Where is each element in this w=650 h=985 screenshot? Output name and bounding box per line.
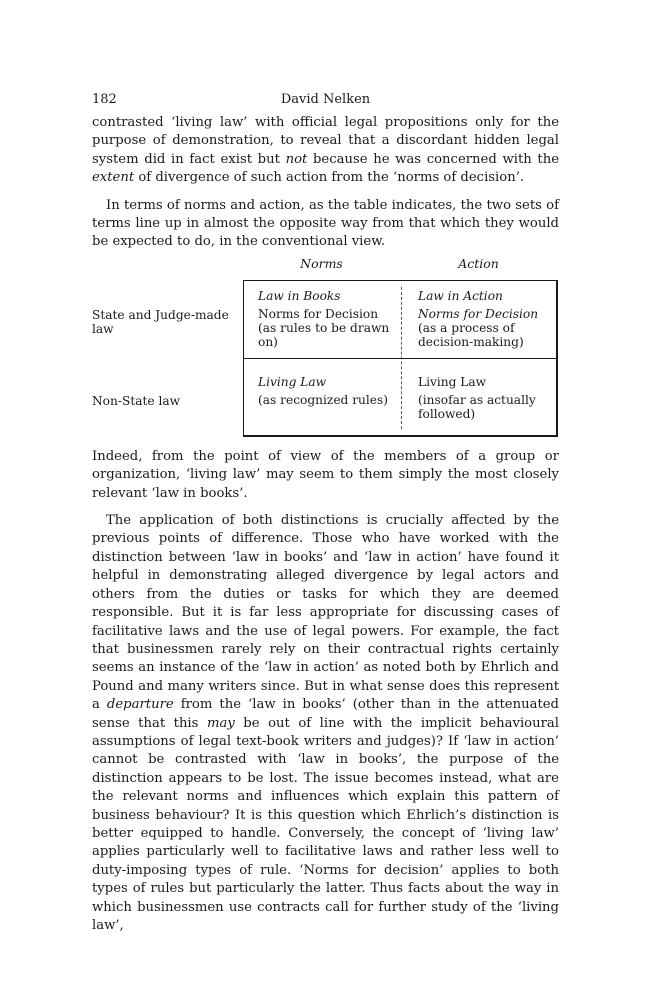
row-label-non-state-law: Non-State law (92, 393, 181, 408)
paragraph-4 (92, 512, 559, 935)
running-head (92, 92, 559, 114)
table-column-divider (401, 287, 402, 429)
para1-emphasis-extent: extent (92, 170, 135, 186)
para4-emphasis-may: may (206, 715, 235, 731)
page-number: 182 (92, 92, 117, 107)
cell-text: (as a process of decision-making) (418, 320, 524, 349)
column-header-norms: Norms (300, 255, 343, 271)
cell-law-in-action (418, 289, 550, 349)
cell-text: (insofar as actually followed) (418, 392, 536, 421)
table-row-divider (244, 358, 556, 359)
para4-text-2: from the ‘law in books’ (other than in the attenuated sense that this (92, 697, 560, 731)
cell-title: Living Law (258, 374, 327, 389)
cell-law-in-books (258, 289, 398, 349)
page (92, 92, 559, 935)
norms-action-table (92, 256, 559, 448)
cell-living-law-recognized (258, 375, 398, 407)
row-label-state-law: State and Judge-made law (92, 307, 229, 336)
para4-text-1: The application of both distinctions is crucially affected by the previous points of difference. Those who have worked with the distinction between ‘law in books’ and ‘law in action’ have found it helpful in demonstrating alleged divergence by legal actors and others from the duties or tasks for which they are deemed responsible. But it is far less appropriate for discussing cases of facilitative laws and the use of legal powers. For example, the fact that businessmen rarely rely on their contractual rights certainly seems an instance of the ‘law in action’ as noted both by Ehrlich and Pound and many writers since. But in what sense does this represent a (92, 513, 559, 713)
para4-text-3: be out of line with the implicit behavioural assumptions of legal text-book writers and judges)? If ‘law in action’ cannot be contrasted with ‘law in books’, the purpose of the distinction appears to be lost. The issue becomes instead, what are the relevant norms and influences which explain this pattern of business behaviour? It is this question which Ehrlich’s distinction is better equipped to handle. Conversely, the concept of ‘living law’ applies particularly well to facilitative laws and rather less well to duty-imposing types of rule. ‘Norms for decision’ applies to both types of rules but particularly the latter. Thus facts about the way in which businessmen use contracts call for further study of the ‘living law’, (92, 715, 559, 933)
cell-title: Law in Books (258, 288, 341, 303)
cell-title: Living Law (418, 374, 487, 389)
table-box (243, 280, 558, 437)
cell-emphasis: Norms for Decision (418, 306, 539, 321)
cell-text: (as recognized rules) (258, 392, 389, 407)
cell-text: Norms for Decision (as rules to be drawn on) (258, 306, 390, 349)
column-header-action: Action (458, 255, 499, 271)
para1-text-3: of divergence of such action from the ‘norms of decision’. (134, 170, 525, 186)
running-head-author: David Nelken (280, 92, 371, 107)
para1-text-2: because he was concerned with the (307, 151, 560, 167)
cell-living-law-followed (418, 375, 550, 421)
para1-text-1: contrasted ‘living law’ with official legal propositions only for the purpose of demonstration, to reveal that a discordant hidden legal system did in fact exist but (92, 115, 559, 167)
cell-text-wrap (418, 307, 550, 349)
paragraph-2: In terms of norms and action, as the table indicates, the two sets of terms line up in almost the opposite way from that which they would be expected to do, in the conventional view. (92, 197, 559, 250)
para4-emphasis-departure: departure (106, 697, 174, 713)
para1-emphasis-not: not (285, 151, 308, 167)
cell-title: Law in Action (418, 288, 503, 303)
paragraph-3: Indeed, from the point of view of the members of a group or organization, ‘living law’ may seem to them simply the most closely relevant ‘law in books’. (92, 448, 559, 501)
paragraph-1 (92, 114, 559, 188)
